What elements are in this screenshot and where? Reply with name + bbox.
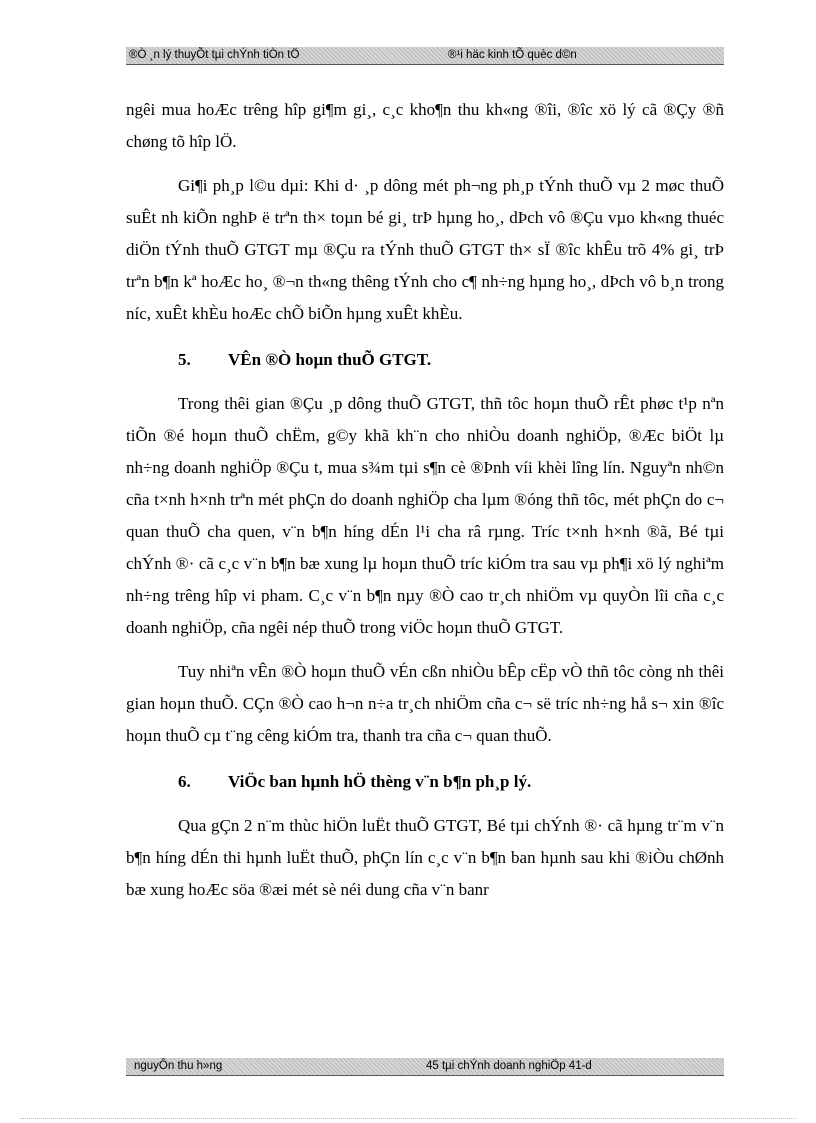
header-left-text: ®Ò ¸n lý thuyÕt tµi chÝnh tiÒn tÖ — [129, 49, 300, 61]
section-6-number: 6. — [178, 772, 191, 791]
section-5-heading — [126, 344, 724, 376]
section-5-paragraph-2: Tuy nhiªn vÊn ®Ò hoµn thuÕ vÉn cßn nhiÒu bÊp cËp vÒ thñ tôc còng nh thêi gian hoµn thuÕ. CÇn ®Ò cao h¬n n÷a tr¸ch nhiÖm cña c¬ së tríc nh÷ng hå s¬ xin ®îc hoµn thuÕ cµ t¨ng cêng kiÓm tra, thanh tra cña c¬ quan thuÕ. — [126, 662, 724, 745]
section-6-paragraph-1: Qua gÇn 2 n¨m thùc hiÖn luËt thuÕ GTGT, Bé tµi chÝnh ®· cã hµng tr¨m v¨n b¶n híng dÉn thi hµnh luËt thuÕ, phÇn lín c¸c v¨n b¶n ban hµnh sau khi ®iÒu chØnh bæ xung hoÆc söa ®æi mét sè néi dung cña v¨n banr — [126, 816, 724, 899]
paragraph-continuation: ngêi mua hoÆc trêng hîp gi¶m gi¸, c¸c kho¶n thu kh«ng ®îi, ®îc xö lý cã ®Çy ®ñ chøng tõ hîp lÖ. — [126, 100, 724, 151]
section-5-number: 5. — [178, 350, 191, 369]
footer-right-text: 45 tµi chÝnh doanh nghiÖp 41-d — [426, 1060, 592, 1072]
paragraph-long-term-solution: Gi¶i ph¸p l©u dµi: Khi d· ¸p dông mét ph¬ng ph¸p tÝnh thuÕ vµ 2 møc thuÕ suÊt nh kiÕn nghÞ ë trªn th× toµn bé gi¸ trÞ hµng ho¸, dÞch vô ®Çu vµo kh«ng thuéc diÖn tÝnh thuÕ GTGT mµ ®Çu ra tÝnh thuÕ GTGT th× sÏ ®îc khÊu trõ 4% gi¸ trÞ trªn b¶n kª hoÆc ho¸ ®¬n th«ng thêng tÝnh cho c¶ nh÷ng hµng ho¸, dÞch vô b¸n trong níc, xuÊt khÈu hoÆc chÕ biÕn hµng xuÊt khÈu. — [126, 176, 724, 323]
section-5-title: VÊn ®Ò hoµn thuÕ GTGT. — [228, 350, 432, 369]
section-6-heading — [126, 766, 724, 798]
page-bottom-divider — [20, 1118, 796, 1119]
document-body — [126, 94, 724, 906]
section-6-title: ViÖc ban hµnh hÖ thèng v¨n b¶n ph¸p lý. — [228, 772, 532, 791]
page-header — [126, 47, 724, 65]
page-footer — [126, 1058, 724, 1076]
header-right-text: ®¹i häc kinh tÕ quèc d©n — [448, 49, 577, 61]
section-5-paragraph-1: Trong thêi gian ®Çu ¸p dông thuÕ GTGT, thñ tôc hoµn thuÕ rÊt phøc t¹p nªn tiÕn ®é hoµn thuÕ chËm, g©y khã kh¨n cho nhiÒu doanh nghiÖp, ®Æc biÖt lµ nh÷ng doanh nghiÖp ®Çu t, mua s¾m tµi s¶n cè ®Þnh víi khèi lîng lín. Nguyªn nh©n cña t×nh h×nh trªn mét phÇn do doanh nghiÖp cha lµm ®óng thñ tôc, mét phÇn do c¬ quan thuÕ cha quen, v¨n b¶n híng dÉn l¹i cha râ rµng. Tríc t×nh h×nh ®ã, Bé tµi chÝnh ®· cã c¸c v¨n b¶n bæ xung lµ hoµn thuÕ tríc kiÓm tra sau vµ ph¶i xö lý nghiªm nh÷ng trêng hîp vi pham. C¸c v¨n b¶n nµy ®Ò cao tr¸ch nhiÖm vµ quyÒn lîi cña c¸c doanh nghiÖp, cña ngêi nép thuÕ trong viÖc hoµn thuÕ GTGT. — [126, 394, 724, 637]
footer-left-text: nguyÔn thu h»ng — [134, 1060, 223, 1072]
